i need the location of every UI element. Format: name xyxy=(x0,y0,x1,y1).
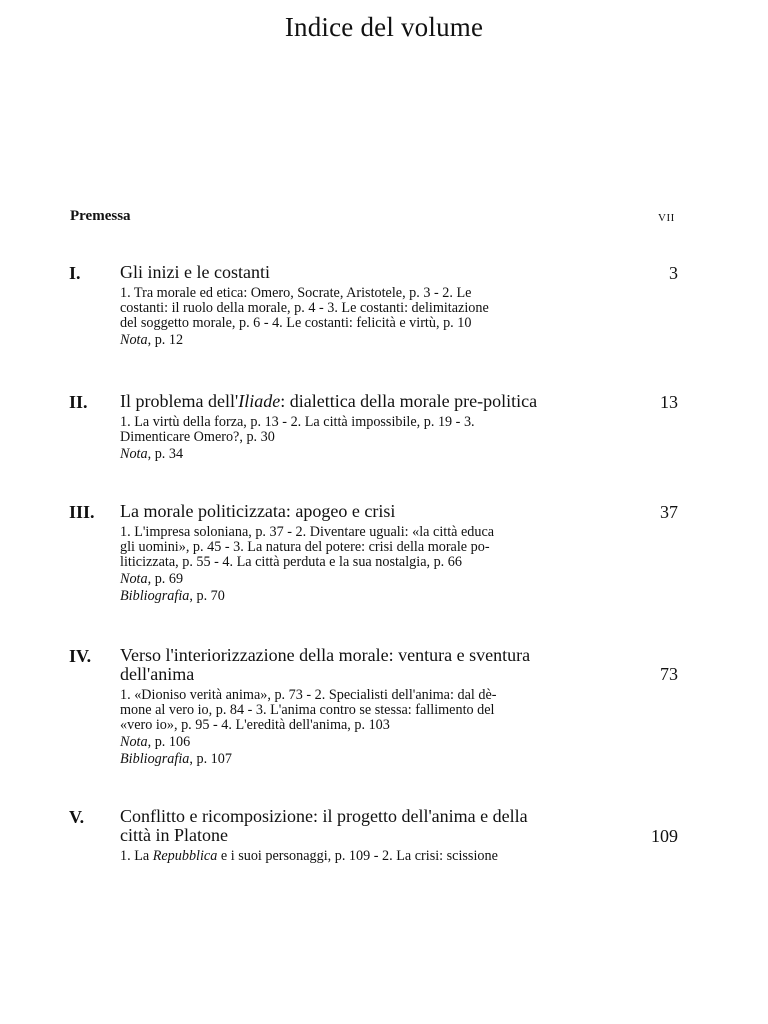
contents-line: 1. «Dioniso verità anima», p. 73 - 2. Specialisti dell'anima: dal dè- xyxy=(120,687,497,703)
contents-line: 1. L'impresa soloniana, p. 37 - 2. Diventare uguali: «la città educa xyxy=(120,524,495,540)
chapter-page-number: 109 xyxy=(651,826,678,846)
chapter-title: La morale politicizzata: apogeo e crisi xyxy=(120,501,396,521)
note-page: , p. 106 xyxy=(147,734,191,750)
title-line: città in Platone xyxy=(120,825,228,845)
chapter-page-number: 13 xyxy=(660,392,678,412)
contents-italic: Repubblica xyxy=(152,848,218,864)
contents-line: del soggetto morale, p. 6 - 4. Le costanti: felicità e virtù, p. 10 xyxy=(120,315,472,331)
contents-prefix: 1. La xyxy=(120,848,153,864)
title-prefix: Il problema dell' xyxy=(120,391,239,411)
chapter-note xyxy=(120,332,632,348)
chapter-title xyxy=(120,807,632,845)
title-line: Conflitto e ricomposizione: il progetto dell'anima e della xyxy=(120,806,528,826)
chapter-note xyxy=(120,571,632,587)
premessa-page-number: VII xyxy=(658,212,675,224)
note-page: , p. 69 xyxy=(147,571,184,587)
note-label: Nota xyxy=(120,332,148,348)
contents-line: «vero io», p. 95 - 4. L'eredità dell'anima, p. 103 xyxy=(120,717,390,733)
page-title: Indice del volume xyxy=(284,12,484,42)
chapter-page-number: 73 xyxy=(660,664,678,684)
contents-line: liticizzata, p. 55 - 4. La città perduta e la sua nostalgia, p. 66 xyxy=(120,554,462,570)
title-line: dell'anima xyxy=(120,664,195,684)
note-page: , p. 12 xyxy=(147,332,184,348)
note-label: Nota xyxy=(120,734,148,750)
chapter-title: Gli inizi e le costanti xyxy=(120,262,270,282)
bibliography-page: , p. 70 xyxy=(189,588,225,604)
contents-line: costanti: il ruolo della morale, p. 4 - 3. Le costanti: delimitazione xyxy=(120,300,489,316)
chapter-page-number: 3 xyxy=(669,263,678,283)
chapter-contents xyxy=(120,525,632,570)
chapter-contents xyxy=(120,688,632,733)
contents-line: 1. La virtù della forza, p. 13 - 2. La città impossibile, p. 19 - 3. xyxy=(120,414,475,430)
bibliography-label: Bibliografia xyxy=(120,751,190,767)
chapter-bibliography xyxy=(120,751,632,767)
contents-line: gli uomini», p. 45 - 3. La natura del potere: crisi della morale po- xyxy=(120,539,490,555)
contents-line: mone al vero io, p. 84 - 3. L'anima contro se stessa: fallimento del xyxy=(120,702,495,718)
note-label: Nota xyxy=(120,446,148,462)
chapter-number: I. xyxy=(69,263,81,283)
chapter-number: III. xyxy=(69,502,95,522)
chapter-number: V. xyxy=(69,807,85,827)
note-page: , p. 34 xyxy=(147,446,184,462)
chapter-number: IV. xyxy=(69,646,92,666)
chapter-contents xyxy=(120,415,632,445)
chapter-note xyxy=(120,446,632,462)
chapter-contents xyxy=(120,849,632,864)
contents-line: 1. Tra morale ed etica: Omero, Socrate, Aristotele, p. 3 - 2. Le xyxy=(120,285,472,301)
contents-suffix: e i suoi personaggi, p. 109 - 2. La crisi: scissione xyxy=(217,848,498,864)
note-label: Nota xyxy=(120,571,148,587)
chapter-contents xyxy=(120,286,632,331)
chapter-number: II. xyxy=(69,392,88,412)
title-line: Verso l'interiorizzazione della morale: ventura e sventura xyxy=(120,645,531,665)
chapter-bibliography xyxy=(120,588,632,604)
chapter-title xyxy=(120,646,632,684)
contents-line: Dimenticare Omero?, p. 30 xyxy=(120,429,275,445)
title-italic: Iliade xyxy=(238,391,281,411)
chapter-note xyxy=(120,734,632,750)
title-suffix: : dialettica della morale pre-politica xyxy=(280,391,538,411)
chapter-title xyxy=(120,392,632,411)
chapter-page-number: 37 xyxy=(660,502,678,522)
bibliography-page: , p. 107 xyxy=(189,751,232,767)
premessa-label: Premessa xyxy=(70,208,131,224)
bibliography-label: Bibliografia xyxy=(120,588,190,604)
